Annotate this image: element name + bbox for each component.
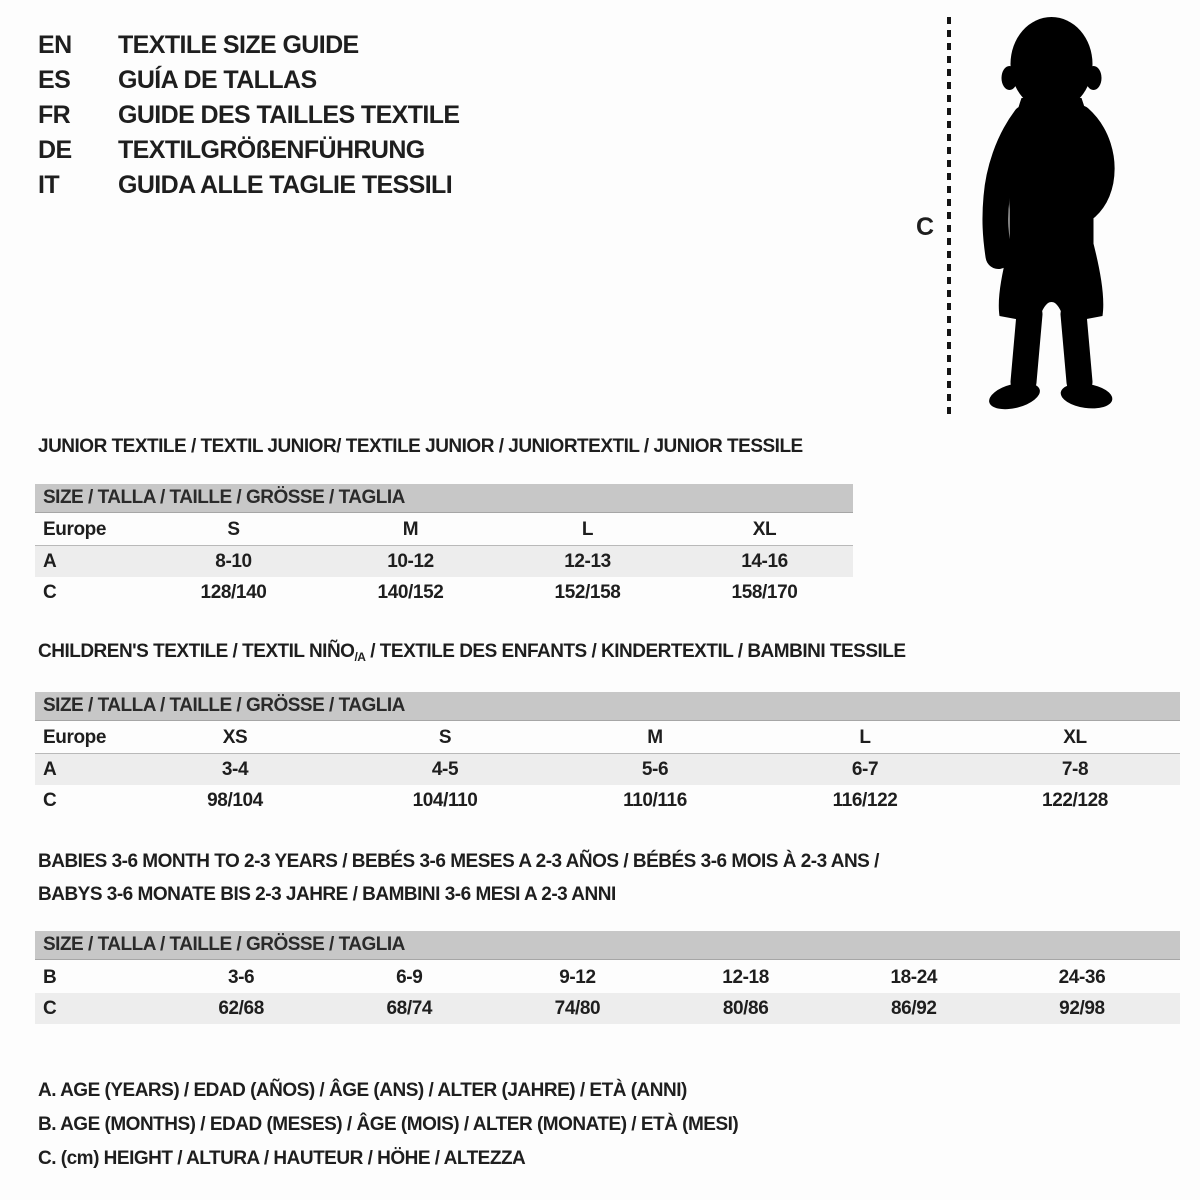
age-cell: 14-16 <box>741 550 788 572</box>
height-cell: 86/92 <box>891 997 937 1019</box>
height-cell: 74/80 <box>554 997 601 1019</box>
lang-code: IT <box>38 171 60 199</box>
children-title-prefix: CHILDREN'S TEXTILE / TEXTIL NIÑO <box>38 641 355 662</box>
babies-size-header-bar: SIZE / TALLA / TAILLE / GRÖSSE / TAGLIA <box>35 931 1180 960</box>
lang-code: FR <box>38 101 71 129</box>
legend-line-a: A. AGE (YEARS) / EDAD (AÑOS) / ÂGE (ANS) / ALTER (JAHRE) / ETÀ (ANNI) <box>38 1080 687 1101</box>
lang-row-es <box>38 63 460 98</box>
age-cell: 4-5 <box>431 758 459 780</box>
height-cell: 92/98 <box>1059 997 1105 1019</box>
age-cell: 9-12 <box>559 966 596 988</box>
children-section-title <box>38 641 906 664</box>
height-cell: 116/122 <box>832 789 898 811</box>
junior-size-table <box>35 484 853 608</box>
row-label: A <box>43 758 57 780</box>
lang-label: GUIDE DES TAILLES TEXTILE <box>118 101 460 129</box>
age-cell: 3-6 <box>227 966 255 988</box>
lang-label: GUÍA DE TALLAS <box>118 66 317 94</box>
age-cell: 12-13 <box>564 550 611 572</box>
babies-section-title <box>38 845 879 911</box>
height-cell: 110/116 <box>623 789 687 811</box>
junior-sizes-row <box>35 515 853 546</box>
children-height-row <box>35 785 1180 816</box>
age-cell: 24-36 <box>1058 966 1106 988</box>
age-cell: 18-24 <box>890 966 938 988</box>
junior-size-header-bar: SIZE / TALLA / TAILLE / GRÖSSE / TAGLIA <box>35 484 853 513</box>
legend-line-c: C. (cm) HEIGHT / ALTURA / HAUTEUR / HÖHE / ALTEZZA <box>38 1148 526 1169</box>
size-cell: XL <box>1063 727 1087 748</box>
size-cell: M <box>402 519 419 540</box>
row-label: B <box>43 966 57 988</box>
height-cell: 152/158 <box>554 581 621 603</box>
height-cell: 140/152 <box>377 581 444 603</box>
height-cell: 122/128 <box>1042 789 1108 811</box>
lang-row-it <box>38 168 460 203</box>
height-cell: 80/86 <box>722 997 769 1019</box>
lang-code: EN <box>38 31 72 59</box>
age-cell: 3-4 <box>221 758 249 780</box>
children-sizes-row <box>35 723 1180 754</box>
size-cell: L <box>581 519 594 540</box>
row-label: C <box>43 789 57 811</box>
children-size-header-bar: SIZE / TALLA / TAILLE / GRÖSSE / TAGLIA <box>35 692 1180 721</box>
height-cell: 62/68 <box>218 997 264 1019</box>
size-cell: XS <box>222 727 248 748</box>
babies-title-line1: BABIES 3-6 MONTH TO 2-3 YEARS / BEBÉS 3-6 MESES A 2-3 AÑOS / BÉBÉS 3-6 MOIS À 2-3 ANS / <box>38 851 879 872</box>
legend-line-b: B. AGE (MONTHS) / EDAD (MESES) / ÂGE (MOIS) / ALTER (MONATE) / ETÀ (MESI) <box>38 1114 739 1135</box>
region-label: Europe <box>43 727 107 748</box>
babies-title-line2: BABYS 3-6 MONATE BIS 2-3 JAHRE / BAMBINI 3-6 MESI A 2-3 ANNI <box>38 884 616 905</box>
lang-code: ES <box>38 66 71 94</box>
legend <box>38 1074 738 1176</box>
size-cell: M <box>647 727 663 748</box>
age-cell: 6-9 <box>396 966 423 988</box>
lang-code: DE <box>38 136 72 164</box>
lang-label: TEXTILE SIZE GUIDE <box>118 31 359 59</box>
lang-row-fr <box>38 98 460 133</box>
lang-row-en <box>38 28 460 63</box>
babies-size-table <box>35 931 1180 1024</box>
lang-row-de <box>38 133 460 168</box>
row-label: C <box>43 997 57 1019</box>
row-label: C <box>43 581 57 603</box>
lang-label: GUIDA ALLE TAGLIE TESSILI <box>118 171 453 199</box>
toddler-silhouette-icon <box>963 14 1138 414</box>
babies-age-row <box>35 962 1180 993</box>
children-size-table <box>35 692 1180 816</box>
age-cell: 6-7 <box>851 758 879 780</box>
children-age-row <box>35 754 1180 785</box>
children-title-suffix: / TEXTILE DES ENFANTS / KINDERTEXTIL / BAMBINI TESSILE <box>365 641 906 662</box>
height-measure-dashed-line <box>947 17 951 415</box>
region-label: Europe <box>43 519 107 540</box>
size-cell: XL <box>752 519 777 540</box>
size-cell: S <box>227 519 240 540</box>
junior-height-row <box>35 577 853 608</box>
junior-age-row <box>35 546 853 577</box>
size-cell: S <box>438 727 452 748</box>
height-cell: 104/110 <box>412 789 478 811</box>
age-cell: 12-18 <box>722 966 769 988</box>
age-cell: 8-10 <box>215 550 252 572</box>
language-title-list <box>38 28 460 203</box>
height-cell: 128/140 <box>200 581 267 603</box>
children-title-subscript: /A <box>354 650 366 664</box>
junior-section-title: JUNIOR TEXTILE / TEXTIL JUNIOR/ TEXTILE JUNIOR / JUNIORTEXTIL / JUNIOR TESSILE <box>38 436 803 457</box>
age-cell: 5-6 <box>641 758 669 780</box>
row-label: A <box>43 550 57 572</box>
lang-label: TEXTILGRÖßENFÜHRUNG <box>118 136 425 164</box>
age-cell: 10-12 <box>387 550 434 572</box>
babies-height-row <box>35 993 1180 1024</box>
height-measure-label: C <box>916 213 935 241</box>
size-cell: L <box>859 727 871 748</box>
height-cell: 98/104 <box>207 789 263 811</box>
age-cell: 7-8 <box>1061 758 1089 780</box>
height-cell: 158/170 <box>731 581 798 603</box>
height-cell: 68/74 <box>386 997 433 1019</box>
